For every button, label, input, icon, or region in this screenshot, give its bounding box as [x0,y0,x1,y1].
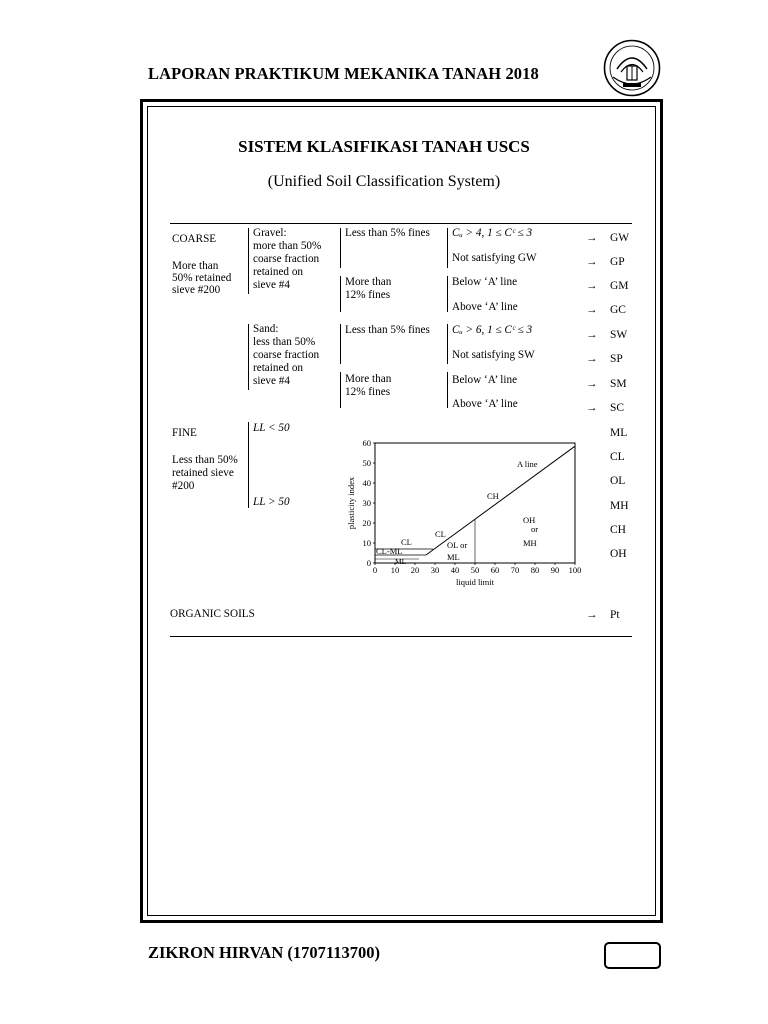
zone-label-or: or [531,524,539,534]
arrow-sm: → [586,378,598,390]
x-axis-label: liquid limit [455,577,495,587]
x-tick-label-2: 20 [410,565,420,575]
x-tick-label-8: 80 [530,565,540,575]
sc-condition: Above ‘A’ line [452,398,518,410]
y-tick-label-3: 30 [362,498,371,508]
ll-high: LL > 50 [253,496,290,508]
zone-label-cl-upper: CL [435,529,446,539]
zone-label-ml-lower: ML [395,557,407,567]
gravel-line-3: coarse fraction [253,253,320,265]
fine-desc-line-2: retained sieve [172,467,234,479]
gravel-more-12-line-1: More than [345,276,392,288]
gc-condition: Above ‘A’ line [452,301,518,313]
university-seal-logo [603,39,661,97]
code-sm: SM [610,378,627,390]
sand-line-2: less than 50% [253,336,316,348]
sand-more-12-line-1: More than [345,373,392,385]
code-oh: OH [610,548,627,560]
gravel-more-12-line-2: 12% fines [345,289,391,301]
sw-condition: Cᵤ > 6, 1 ≤ Cᶜ ≤ 3 [452,324,533,336]
gw-condition: Cᵤ > 4, 1 ≤ Cᶜ ≤ 3 [452,227,533,239]
x-tick-label-3: 30 [430,565,440,575]
zone-label-mh: MH [523,538,537,548]
fine-desc-line-3: #200 [172,480,195,492]
gravel-fines-bracket-2 [340,276,341,312]
code-gm: GM [610,280,629,292]
coarse-desc-line-1: More than [172,260,219,272]
x-tick-label-10: 100 [568,565,582,575]
arrow-gw: → [586,232,598,244]
coarse-desc-line-2: 50% retained [172,272,232,284]
y-tick-label-6: 60 [362,438,371,448]
gravel-line-4: retained on [253,266,304,278]
zone-label-cl-ml: CL-ML [376,546,403,557]
sand-line-1: Sand: [253,323,279,335]
y-tick-label-0: 0 [366,558,371,568]
table-bottom-rule [170,636,632,637]
plasticity-chart [340,436,595,596]
sand-line-4: retained on [253,362,304,374]
y-tick-label-4: 40 [362,478,371,488]
sand-line-3: coarse fraction [253,349,320,361]
gravel-bracket [248,228,249,294]
sand-fines-bracket-2 [340,372,341,408]
gravel-cond-bracket-2 [447,276,448,312]
x-tick-label-4: 40 [450,565,460,575]
zone-label-ml: ML [447,552,460,562]
fine-label: FINE [172,427,197,439]
code-ol: OL [610,475,626,487]
zone-label-cl-lower: CL [401,537,412,547]
document-title: SISTEM KLASIFIKASI TANAH USCS [238,137,530,156]
x-tick-label-5: 50 [470,565,480,575]
zone-label-ch: CH [487,491,499,501]
code-sp: SP [610,353,623,365]
code-sw: SW [610,329,628,341]
sand-fines-bracket-1 [340,324,341,364]
code-gp: GP [610,256,625,268]
sand-line-5: sieve #4 [253,375,290,387]
y-tick-label-2: 20 [362,518,371,528]
code-ch: CH [610,524,626,536]
sand-bracket [248,324,249,390]
x-tick-label-7: 70 [510,565,520,575]
zone-label-a-line: A line [517,459,538,469]
code-mh: MH [610,500,629,512]
coarse-label: COARSE [172,233,217,245]
arrow-sw: → [586,329,598,341]
sand-less-5-fines: Less than 5% fines [345,324,430,336]
sand-cond-bracket-2 [447,372,448,408]
sand-cond-bracket-1 [447,324,448,364]
zone-label-ol-or: OL or [447,540,468,550]
arrow-gm: → [586,280,598,292]
ll-low: LL < 50 [253,422,290,434]
arrow-gc: → [586,304,598,316]
code-cl: CL [610,451,625,463]
gravel-less-5-fines: Less than 5% fines [345,227,430,239]
fine-desc-line-1: Less than 50% [172,454,238,466]
footer-author: ZIKRON HIRVAN (1707113700) [148,943,380,962]
zone-label-oh: OH [523,515,536,525]
arrow-sp: → [586,353,598,365]
table-top-rule [170,223,632,224]
fine-bracket [248,422,249,508]
gp-condition: Not satisfying GW [452,252,537,264]
sand-more-12-line-2: 12% fines [345,386,391,398]
coarse-desc-line-3: sieve #200 [172,284,221,296]
page-number-box [604,942,661,969]
gravel-fines-bracket-1 [340,228,341,268]
code-gc: GC [610,304,626,316]
page-header-title: LAPORAN PRAKTIKUM MEKANIKA TANAH 2018 [148,64,539,83]
gravel-cond-bracket-1 [447,228,448,268]
x-tick-label-0: 0 [372,565,378,575]
code-pt: Pt [610,609,620,621]
x-tick-label-6: 60 [490,565,500,575]
x-tick-label-1: 10 [390,565,400,575]
arrow-gp: → [586,256,598,268]
sm-condition: Below ‘A’ line [452,374,518,386]
code-sc: SC [610,402,625,414]
arrow-pt: → [586,609,598,621]
y-tick-label-5: 50 [362,458,371,468]
arrow-sc: → [586,402,598,414]
gravel-line-1: Gravel: [253,227,287,239]
x-tick-label-9: 90 [550,565,560,575]
code-ml: ML [610,427,628,439]
sp-condition: Not satisfying SW [452,349,535,361]
code-gw: GW [610,232,630,244]
document-subtitle: (Unified Soil Classification System) [267,173,501,190]
gm-condition: Below ‘A’ line [452,276,518,288]
y-axis-label: plasticity index [346,476,356,530]
organic-soils-label: ORGANIC SOILS [170,608,255,620]
gravel-line-2: more than 50% [253,240,322,252]
y-tick-label-1: 10 [362,538,371,548]
a-line [426,446,575,555]
gravel-line-5: sieve #4 [253,279,290,291]
